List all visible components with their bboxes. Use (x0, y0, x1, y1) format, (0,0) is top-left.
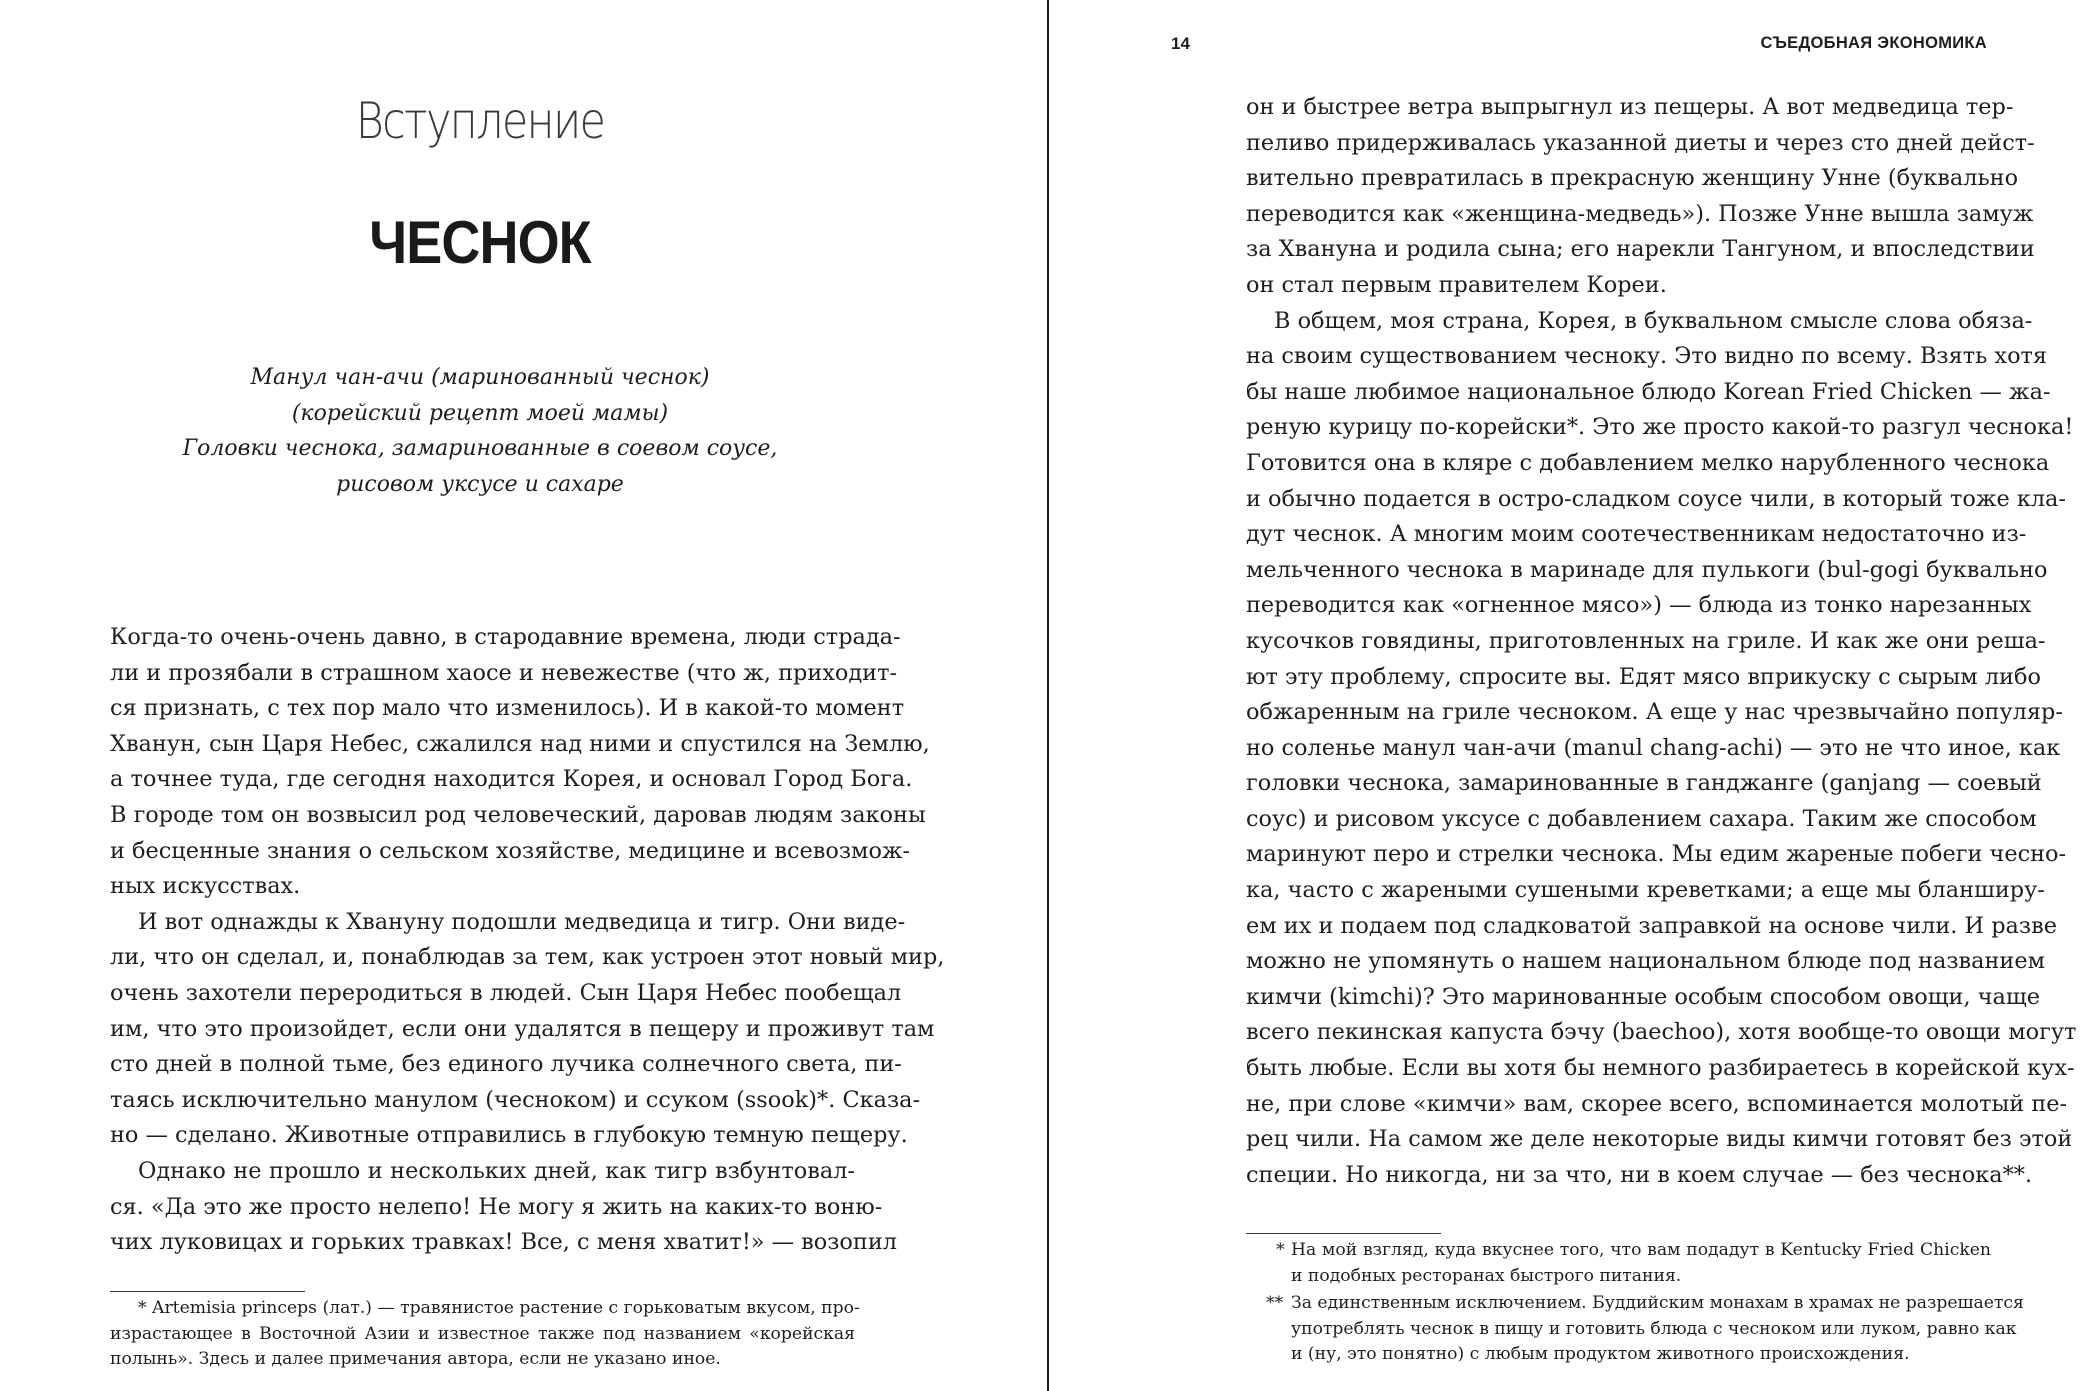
text-line: мельченного чеснока в маринаде для пулькоги (bul-gogi буквально (1246, 556, 2048, 583)
text-line: и бесценные знания о сельском хозяйстве, медицине и всевозмож- (110, 837, 911, 864)
text-line: таясь исключительно манулом (чесноком) и ссуком (ssook)*. Сказа- (110, 1086, 921, 1113)
text-line: за Хвануна и родила сына; его нарекли Тангуном, и впоследствии (1246, 236, 2035, 263)
recipe-line: рисовом уксусе и сахаре (336, 471, 624, 497)
text-line: им, что это произойдет, если они удалятся в пещеру и проживут там (110, 1015, 935, 1042)
footnote-marker: * (1276, 1240, 1285, 1260)
running-title: СЪЕДОБНАЯ ЭКОНОМИКА (1760, 34, 1987, 52)
recipe-line: Головки чеснока, замаринованные в соевом соусе, (182, 436, 778, 461)
text-line: обжаренным на гриле чесноком. А еще у нас чрезвычайно популяр- (1246, 699, 2063, 726)
footnote-marker: ** (1266, 1293, 1284, 1313)
text-line: ся. «Да это же просто нелепо! Не могу я жить на каких-то воню- (110, 1193, 883, 1220)
text-line: переводится как «огненное мясо») — блюда из тонко нарезанных (1246, 592, 2032, 619)
text-line: соус) и рисовом уксусе с добавлением сахара. Таким же способом (1246, 805, 2037, 832)
text-line: но — сделано. Животные отправились в глубокую темную пещеру. (110, 1122, 908, 1149)
paragraph (1246, 304, 2077, 1194)
text-line: В общем, моя страна, Корея, в буквальном смысле слова обяза- (1274, 307, 2033, 334)
text-line: он стал первым правителем Кореи. (1246, 271, 1667, 298)
footnote (1246, 1291, 2046, 1368)
footnote-line: израстающее в Восточной Азии и известное также под названием «корейская (110, 1323, 855, 1344)
text-line: чих луковицах и горьких травках! Все, с меня хватит!» — возопил (110, 1229, 897, 1256)
text-line: Хванун, сын Царя Небес, сжалился над ними и спустился на Землю, (110, 730, 930, 757)
text-line: дут чеснок. А многим моим соотечественникам недостаточно из- (1246, 521, 2027, 548)
recipe-line: Манул чан-ачи (маринованный чеснок) (250, 365, 710, 390)
text-line: всего пекинская капуста бэчу (baechoo), хотя вообще-то овощи могут (1246, 1019, 2077, 1046)
footnote-rule (1246, 1233, 1441, 1234)
text-line: специи. Но никогда, ни за что, ни в коем случае — без чеснока**. (1246, 1161, 2033, 1188)
text-line: И вот однажды к Хвануну подошли медведица и тигр. Они виде- (138, 908, 906, 935)
left-body-text (110, 620, 945, 1261)
footnote-line: На мой взгляд, куда вкуснее того, что вам подадут в Kentucky Fried Chicken (1291, 1240, 1991, 1260)
text-line: ли, что он сделал, и, понаблюдав за тем, как устроен этот новый мир, (110, 944, 945, 971)
text-line: ли и прозябали в страшном хаосе и невежестве (что ж, приходит- (110, 659, 898, 686)
footnote-line: * Artemisia princeps (лат.) — травянистое растение с горьковатым вкусом, про- (138, 1298, 860, 1318)
footnote-rule (110, 1291, 305, 1292)
text-line: быть любые. Если вы хотя бы немного разбираетесь в корейской кух- (1246, 1055, 2075, 1082)
text-line: В городе том он возвысил род человеческий, даровав людям законы (110, 801, 926, 828)
text-line: Готовится она в кляре с добавлением мелко нарубленного чеснока (1246, 449, 2050, 476)
text-line: ных искусствах. (110, 873, 301, 900)
text-line: а точнее туда, где сегодня находится Корея, и основал Город Бога. (110, 766, 913, 793)
paragraph (110, 620, 930, 905)
section-title: Вступление (355, 92, 605, 150)
text-line: кусочков говядины, приготовленных на гриле. И как же они реша- (1246, 627, 2046, 654)
right-page (1051, 0, 2087, 1391)
text-line: сто дней в полной тьме, без единого лучика солнечного света, пи- (110, 1051, 902, 1078)
text-line: ют эту проблему, спросите вы. Едят мясо вприкуску с сырым либо (1246, 663, 2041, 690)
text-line: головки чеснока, замаринованные в ганджанге (ganjang — соевый (1246, 770, 2042, 797)
text-line: пеливо придерживалась указанной диеты и через сто дней дейст- (1246, 129, 2035, 156)
footnote (1246, 1238, 2046, 1289)
footnote-line: и подобных ресторанах быстрого питания. (1291, 1265, 1682, 1286)
recipe-epigraph (110, 360, 850, 502)
footnote-line: За единственным исключением. Буддийским монахам в храмах не разрешается (1291, 1293, 2024, 1313)
paragraph (110, 905, 945, 1154)
left-footnotes (110, 1296, 860, 1373)
text-line: но соленье манул чан-ачи (manul chang-achi) — это не что иное, как (1246, 734, 2061, 761)
text-line: ем их и подаем под сладковатой заправкой на основе чили. И разве (1246, 912, 2057, 939)
right-footnotes (1246, 1238, 2046, 1368)
text-line: рец чили. На самом же деле некоторые виды кимчи готовят без этой (1246, 1126, 2073, 1153)
text-line: очень захотели переродиться в людей. Сын Царя Небес пообещал (110, 979, 902, 1006)
text-line: кимчи (kimchi)? Это маринованные особым способом овощи, чаще (1246, 983, 2040, 1010)
footnote-line: употреблять чеснок в пищу и готовить блюда с чесноком или луком, равно как (1291, 1318, 2017, 1339)
page-number: 14 (1171, 34, 1190, 53)
paragraph (110, 1154, 897, 1261)
text-line: Когда-то очень-очень давно, в стародавние времена, люди страда- (110, 624, 901, 650)
text-line: можно не упомянуть о нашем национальном блюде под названием (1246, 948, 2046, 975)
text-line: не, при слове «кимчи» вам, скорее всего, вспоминается молотый пе- (1246, 1090, 2068, 1117)
text-line: он и быстрее ветра выпрыгнул из пещеры. А вот медведица тер- (1246, 94, 2014, 120)
right-body-text (1246, 90, 2077, 1193)
text-line: маринуют перо и стрелки чеснока. Мы едим жареные побеги чесно- (1246, 841, 2067, 868)
chapter-title: ЧЕСНОК (369, 209, 591, 276)
text-line: переводится как «женщина-медведь»). Позже Унне вышла замуж (1246, 200, 2034, 227)
book-spine (1047, 0, 1049, 1391)
text-line: бы наше любимое национальное блюдо Korean Fried Chicken — жа- (1246, 378, 2051, 405)
text-line: вительно превратилась в прекрасную женщину Унне (буквально (1246, 165, 2019, 192)
recipe-line: (корейский рецепт моей мамы) (291, 400, 669, 426)
footnote-line: полынь». Здесь и далее примечания автора, если не указано иное. (110, 1349, 721, 1369)
text-line: ка, часто с жареными сушеными креветками; а еще мы бланширу- (1246, 877, 2045, 904)
text-line: на своим существованием чесноку. Это видно по всему. Взять хотя (1246, 343, 2048, 370)
text-line: реную курицу по-корейски*. Это же просто какой-то разгул чеснока! (1246, 414, 2074, 441)
text-line: Однако не прошло и нескольких дней, как тигр взбунтовал- (138, 1157, 855, 1184)
footnote-line: и (ну, это понятно) с любым продуктом животного происхождения. (1291, 1344, 1910, 1364)
paragraph (1246, 90, 2035, 304)
text-line: ся признать, с тех пор мало что изменилось). И в какой-то момент (110, 695, 905, 722)
text-line: и обычно подается в остро-сладком соусе чили, в который тоже кла- (1246, 485, 2066, 512)
